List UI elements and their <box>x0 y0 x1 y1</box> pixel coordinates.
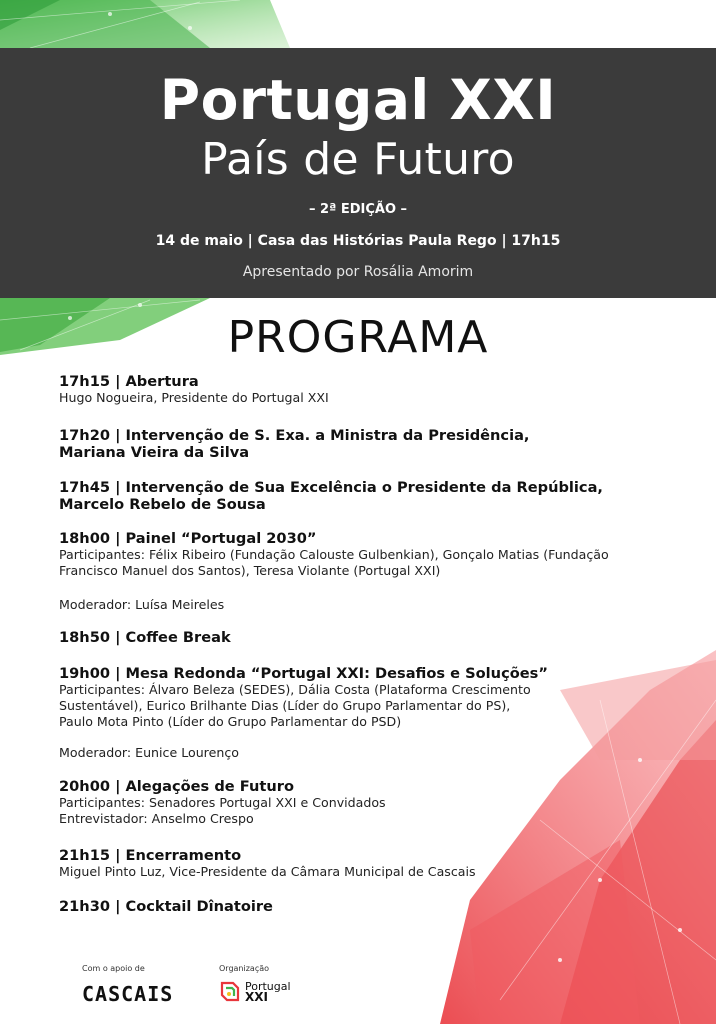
agenda-item-abertura <box>59 373 659 406</box>
agenda-item-title: 21h15 | Encerramento <box>59 847 242 864</box>
agenda-item-detail: Paulo Mota Pinto (Líder do Grupo Parlamentar do PSD) <box>59 714 402 729</box>
agenda-item-coffee-break <box>59 629 659 646</box>
agenda-item-encerramento <box>59 847 659 880</box>
programa-heading: PROGRAMA <box>227 312 489 363</box>
agenda-item-cocktail <box>59 898 659 915</box>
agenda-item-detail: Miguel Pinto Luz, Vice-Presidente da Câmara Municipal de Cascais <box>59 864 476 879</box>
presenter-line: Apresentado por Rosália Amorim <box>242 264 474 280</box>
agenda-item-title: Mariana Vieira da Silva <box>59 444 250 461</box>
agenda-item-detail: Participantes: Álvaro Beleza (SEDES), Dália Costa (Plataforma Crescimento <box>59 682 531 697</box>
org-logo-line1: Portugal <box>245 980 291 993</box>
agenda-item-moderator: Moderador: Luísa Meireles <box>59 597 225 612</box>
agenda-item-detail: Francisco Manuel dos Santos), Teresa Violante (Portugal XXI) <box>59 563 441 578</box>
agenda-item-title: 18h50 | Coffee Break <box>59 629 231 646</box>
agenda-item-painel <box>59 530 659 579</box>
cascais-logo: CASCAIS <box>82 982 174 1006</box>
agenda-item-title: Marcelo Rebelo de Sousa <box>59 496 266 513</box>
agenda-item-detail: Hugo Nogueira, Presidente do Portugal XXI <box>59 390 329 405</box>
edition-label: – 2ª EDIÇÃO – <box>308 202 408 217</box>
agenda-item-alegacoes <box>59 778 659 827</box>
agenda-item-ministra <box>59 427 659 461</box>
agenda-item-title: 18h00 | Painel “Portugal 2030” <box>59 530 317 547</box>
agenda-item-presidente <box>59 479 659 513</box>
event-header <box>0 48 716 298</box>
agenda-item-title: 19h00 | Mesa Redonda “Portugal XXI: Desafios e Soluções” <box>59 665 548 682</box>
agenda-item-title: 21h30 | Cocktail Dînatoire <box>59 898 273 915</box>
agenda-item-mesa-redonda <box>59 665 659 730</box>
agenda-item-moderator: Moderador: Eunice Lourenço <box>59 745 239 760</box>
agenda-item-title: 20h00 | Alegações de Futuro <box>59 778 294 795</box>
support-block <box>82 964 173 1006</box>
agenda-item-title: 17h45 | Intervenção de Sua Excelência o Presidente da República, <box>59 479 603 496</box>
agenda-item-detail: Participantes: Senadores Portugal XXI e Convidados <box>59 795 386 810</box>
organization-label: Organização <box>219 964 270 973</box>
portugal-xxi-logo-icon <box>219 980 241 1004</box>
organization-block <box>219 964 291 1004</box>
agenda-item-detail: Entrevistador: Anselmo Crespo <box>59 811 254 826</box>
event-subtitle: País de Futuro <box>201 134 515 185</box>
portugal-xxi-logo <box>219 980 291 1004</box>
agenda-item-detail: Participantes: Félix Ribeiro (Fundação Calouste Gulbenkian), Gonçalo Matias (Fundação <box>59 547 609 562</box>
support-label: Com o apoio de <box>82 964 145 973</box>
agenda-item-detail: Sustentável), Eurico Brilhante Dias (Líder do Grupo Parlamentar do PS), <box>59 698 511 713</box>
org-logo-line2: XXI <box>245 990 268 1004</box>
event-title: Portugal XXI <box>159 68 557 132</box>
agenda-item-title: 17h20 | Intervenção de S. Exa. a Ministra da Presidência, <box>59 427 530 444</box>
agenda-item-title: 17h15 | Abertura <box>59 373 199 390</box>
event-date-venue: 14 de maio | Casa das Histórias Paula Rego | 17h15 <box>155 233 561 249</box>
